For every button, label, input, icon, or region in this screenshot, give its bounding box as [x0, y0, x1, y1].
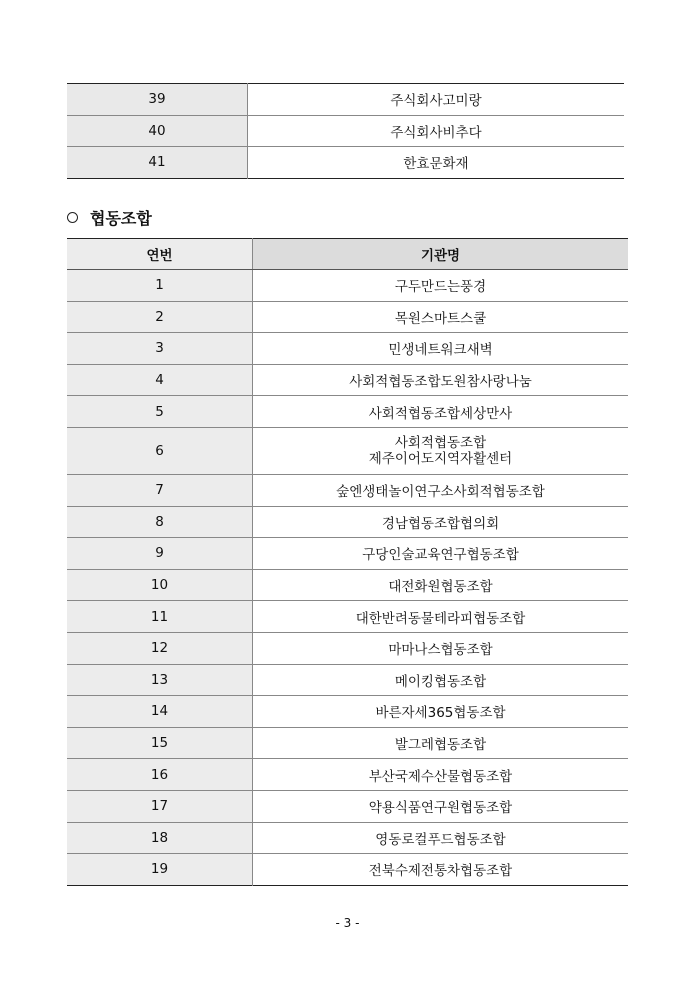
table-row: [67, 364, 628, 396]
table-row: [67, 727, 628, 759]
table-row: [67, 427, 628, 474]
table-row: [67, 147, 624, 179]
table-row: [67, 270, 628, 302]
table-row: [67, 569, 628, 601]
organization-name: 대한반려동물테라피협동조합: [253, 601, 629, 633]
row-number: 18: [67, 822, 253, 854]
header-number: 연번: [67, 239, 253, 270]
row-number: 3: [67, 333, 253, 365]
circle-bullet-icon: [67, 212, 78, 223]
table-header-row: [67, 239, 628, 270]
table-row: [67, 790, 628, 822]
table-row: [67, 601, 628, 633]
row-number: 4: [67, 364, 253, 396]
organization-name: 경남협동조합협의회: [253, 506, 629, 538]
organization-name: 영동로컬푸드협동조합: [253, 822, 629, 854]
row-number: 41: [67, 147, 248, 179]
organization-name-line1: 사회적협동조합: [394, 434, 487, 451]
organization-name: [253, 427, 629, 474]
table-row: [67, 632, 628, 664]
row-number: 17: [67, 790, 253, 822]
table-row: [67, 333, 628, 365]
row-number: 2: [67, 301, 253, 333]
row-number: 6: [67, 427, 253, 474]
organization-name: 주식회사고미랑: [248, 84, 625, 116]
table-row: [67, 696, 628, 728]
table-row: [67, 664, 628, 696]
row-number: 10: [67, 569, 253, 601]
row-number: 5: [67, 396, 253, 428]
organization-name: 마마나스협동조합: [253, 632, 629, 664]
header-organization-name: 기관명: [253, 239, 629, 270]
table-row: [67, 538, 628, 570]
row-number: 14: [67, 696, 253, 728]
section-title: 협동조합: [90, 209, 152, 228]
organization-name: 사회적협동조합도원참사랑나눔: [253, 364, 629, 396]
organization-name: 숲엔생태놀이연구소사회적협동조합: [253, 474, 629, 506]
row-number: 13: [67, 664, 253, 696]
row-number: 9: [67, 538, 253, 570]
row-number: 39: [67, 84, 248, 116]
organization-name: 발그레협동조합: [253, 727, 629, 759]
organization-name: 목원스마트스쿨: [253, 301, 629, 333]
row-number: 7: [67, 474, 253, 506]
organization-name: 구두만드는풍경: [253, 270, 629, 302]
row-number: 12: [67, 632, 253, 664]
row-number: 40: [67, 115, 248, 147]
page-number: - 3 -: [335, 916, 360, 930]
organization-name: 한효문화재: [403, 156, 469, 173]
organization-name: 메이킹협동조합: [253, 664, 629, 696]
organization-name: 전북수제전통차협동조합: [368, 863, 513, 880]
organization-table-continued: [67, 83, 624, 179]
organization-name: 바른자세365협동조합: [253, 696, 629, 728]
table-row: [67, 854, 628, 886]
organization-name: 대전화원협동조합: [253, 569, 629, 601]
organization-name: 사회적협동조합세상만사: [253, 396, 629, 428]
table-row: [67, 396, 628, 428]
section-heading: [67, 206, 152, 229]
organization-name: 구당인술교육연구협동조합: [253, 538, 629, 570]
row-number: 15: [67, 727, 253, 759]
cooperative-table: [67, 238, 628, 886]
table-row: [67, 474, 628, 506]
row-number: 8: [67, 506, 253, 538]
row-number: 1: [67, 270, 253, 302]
row-number: 16: [67, 759, 253, 791]
organization-name: 약용식품연구원협동조합: [253, 790, 629, 822]
organization-name: 민생네트워크새벽: [253, 333, 629, 365]
table-row: [67, 506, 628, 538]
table-row: [67, 759, 628, 791]
table-row: [67, 84, 624, 116]
table-row: [67, 822, 628, 854]
organization-name: 부산국제수산물협동조합: [253, 759, 629, 791]
row-number: 19: [67, 854, 253, 886]
organization-name-line2: 제주이어도지역자활센터: [368, 450, 513, 467]
table-row: [67, 115, 624, 147]
table-row: [67, 301, 628, 333]
organization-name: 주식회사비추다: [248, 115, 625, 147]
row-number: 11: [67, 601, 253, 633]
